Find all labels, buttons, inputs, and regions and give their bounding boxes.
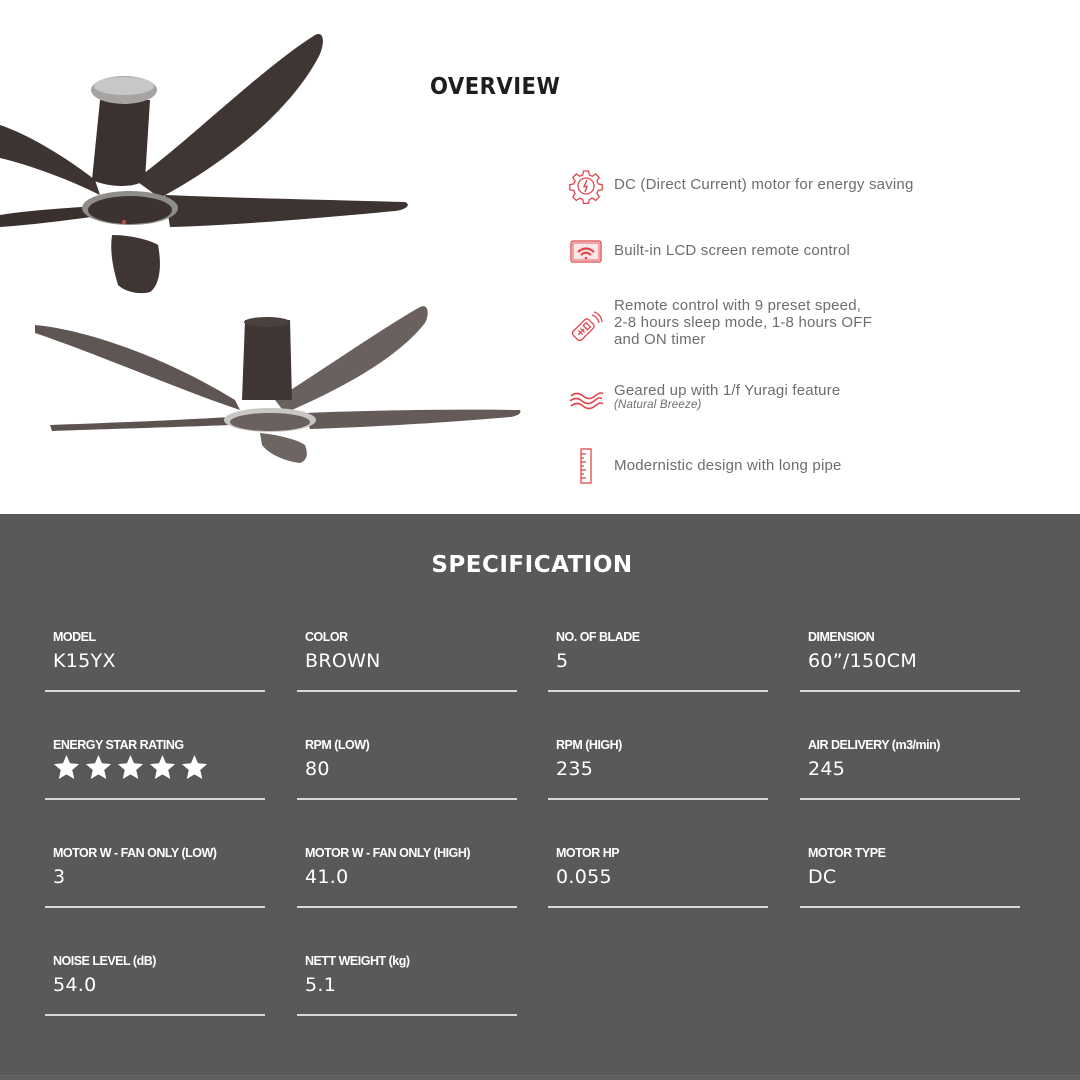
star-icon <box>149 754 176 780</box>
spec-value: 5.1 <box>305 974 337 996</box>
feature-text: DC (Direct Current) motor for energy saving <box>614 176 914 193</box>
star-icon <box>85 754 112 780</box>
divider <box>800 690 1020 692</box>
spec-label: MOTOR TYPE <box>808 846 886 860</box>
feature-text: Modernistic design with long pipe <box>614 457 842 474</box>
spec-blade-count <box>548 630 768 710</box>
spec-model <box>45 630 265 710</box>
spec-label: RPM (LOW) <box>305 738 370 752</box>
feature-subtext: (Natural Breeze) <box>614 399 702 411</box>
spec-value: 245 <box>808 758 846 780</box>
divider <box>45 906 265 908</box>
spec-value: 60”/150CM <box>808 650 918 672</box>
remote-control-icon <box>566 307 606 347</box>
feature-text: Remote control with 9 preset speed, 2-8 hours sleep mode, 1-8 hours OFF and ON timer <box>614 297 872 348</box>
spec-air-delivery <box>800 738 1020 818</box>
divider <box>297 690 517 692</box>
spec-value: K15YX <box>53 650 116 672</box>
feature-item <box>566 166 914 206</box>
spec-energy-star-rating <box>45 738 265 818</box>
star-icon <box>53 754 80 780</box>
divider <box>297 1014 517 1016</box>
star-icon <box>181 754 208 780</box>
spec-motor-w-high <box>297 846 517 926</box>
spec-nett-weight <box>297 954 517 1034</box>
lcd-wifi-icon <box>566 232 606 272</box>
spec-label: NO. OF BLADE <box>556 630 640 644</box>
spec-label: NOISE LEVEL (dB) <box>53 954 156 968</box>
feature-item <box>566 232 850 272</box>
spec-value: 5 <box>556 650 569 672</box>
divider <box>45 690 265 692</box>
divider <box>548 906 768 908</box>
spec-value: 235 <box>556 758 594 780</box>
spec-label: NETT WEIGHT (kg) <box>305 954 410 968</box>
divider <box>800 798 1020 800</box>
spec-value: 0.055 <box>556 866 612 888</box>
star-rating <box>53 754 208 780</box>
spec-rpm-low <box>297 738 517 818</box>
spec-value: 3 <box>53 866 66 888</box>
feature-text: Built-in LCD screen remote control <box>614 242 851 259</box>
gear-bolt-icon <box>566 166 606 206</box>
spec-label: ENERGY STAR RATING <box>53 738 184 752</box>
divider <box>297 798 517 800</box>
feature-item <box>566 446 842 486</box>
feature-text: Geared up with 1/f Yuragi feature (Natural Breeze) <box>614 382 841 411</box>
overview-section <box>0 0 1080 514</box>
specification-section <box>0 514 1080 1080</box>
divider <box>548 690 768 692</box>
spec-value: 41.0 <box>305 866 349 888</box>
feature-item <box>566 380 840 420</box>
spec-label: COLOR <box>305 630 348 644</box>
spec-label: MODEL <box>53 630 96 644</box>
feature-list <box>566 0 1066 514</box>
breeze-waves-icon <box>566 380 606 420</box>
divider <box>800 906 1020 908</box>
spec-label: MOTOR W - FAN ONLY (LOW) <box>53 846 217 860</box>
ruler-icon <box>566 446 606 486</box>
spec-label: RPM (HIGH) <box>556 738 622 752</box>
star-icon <box>117 754 144 780</box>
divider <box>548 798 768 800</box>
fan-side-image <box>30 295 530 470</box>
spec-dimension <box>800 630 1020 710</box>
spec-label: AIR DELIVERY (m3/min) <box>808 738 940 752</box>
overview-title: OVERVIEW <box>430 74 561 100</box>
divider <box>297 906 517 908</box>
spec-value: 80 <box>305 758 330 780</box>
fan-angled-image <box>0 30 420 300</box>
spec-label: MOTOR W - FAN ONLY (HIGH) <box>305 846 471 860</box>
divider <box>45 1014 265 1016</box>
spec-label: DIMENSION <box>808 630 875 644</box>
specification-title: SPECIFICATION <box>431 552 633 578</box>
feature-item <box>566 297 872 348</box>
spec-value: 54.0 <box>53 974 97 996</box>
spec-motor-w-low <box>45 846 265 926</box>
spec-value: BROWN <box>305 650 381 672</box>
bottom-strip <box>0 1075 1080 1080</box>
spec-value: DC <box>808 866 837 888</box>
spec-noise-level <box>45 954 265 1034</box>
spec-label: MOTOR HP <box>556 846 620 860</box>
spec-rpm-high <box>548 738 768 818</box>
divider <box>45 798 265 800</box>
spec-color <box>297 630 517 710</box>
spec-motor-type <box>800 846 1020 926</box>
spec-motor-hp <box>548 846 768 926</box>
